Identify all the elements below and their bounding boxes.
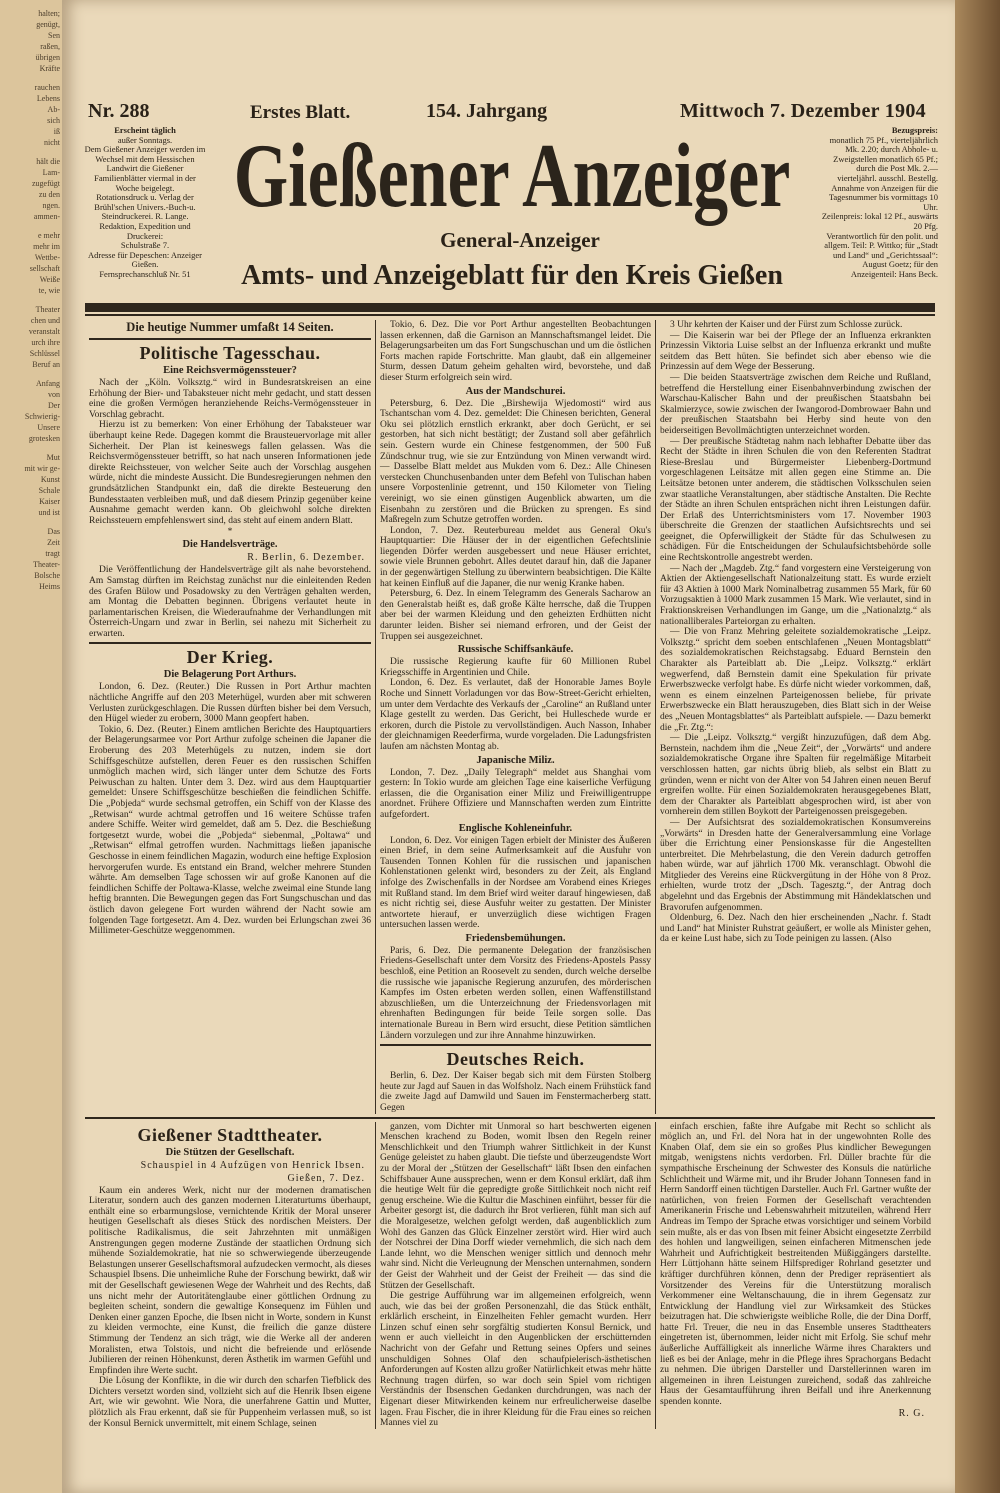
info-line: außer Sonntags. (117, 134, 173, 145)
adjacent-page-text: te, wie (38, 286, 60, 295)
article-paragraph: Die Lösung der Konflikte, in die wir durch den scharfen Tiefblick des Dichters versetzt worden sind, vollzieht sich auf die Henrik Ibsen eigene Art, wie wir gewohnt. Wie Nora, die unerfahrene Gattin und Mutter, plötzlich als Frau erkennt, daß sie für Puppenheim verlassen muß, so ist der Konsul Bernick unvermittelt, mit einem Schlage, seinen (89, 1376, 371, 1429)
bottom-section (85, 1122, 935, 1430)
article-paragraph: Berlin, 6. Dez. Der Kaiser begab sich mit dem Fürsten Stolberg heute zur Jagd auf Sauen in das Wolfsholz. Nach einem Frühstück fand die zweite Jagd auf Damwild und Sauen im Fenstermacherberg statt. Gegen (380, 1071, 651, 1113)
article-paragraph: London, 7. Dez. „Daily Telegraph“ meldet aus Shanghai vom gestern: In Tokio wurde am gleichen Tage eine kaiserliche Verfügung erlassen, die die Organisation einer Miliz und Freiwilligentruppe anordnet. Frühere Offiziere und Mannschaften werden zum Eintritte aufgefordert. (380, 767, 651, 820)
article-heading: Friedensbemühungen. (465, 932, 566, 944)
article-heading: Die Stützen der Gesellschaft. (165, 1146, 295, 1158)
adjacent-page-text: Der (48, 401, 60, 410)
article-heading: Englische Kohleneinfuhr. (458, 822, 573, 834)
adjacent-page-text: veranstalt (28, 327, 60, 336)
article-heading: Eine Reichsvermögenssteuer? (163, 365, 297, 376)
adjacent-page-text: rauchen (34, 83, 60, 92)
info-line: Verantwortlich für den polit. und allgem. Teil: P. Wittko; für „Stadt und Land“ und „Gerichtssaal“: August Goetz; für den Anzeigenteil: Hans Beck. (824, 230, 938, 279)
adjacent-page-text: ngen. (42, 201, 60, 210)
article-paragraph: — Die „Leipz. Volksztg.“ vergißt hinzuzufügen, daß dem Abg. Bernstein, nachdem ihm die „Neue Zeit“, der „Vorwärts“ und andere sozialdemokratische Organe ihre Spalten für regelmäßige Mitarbeit verschlossen hatten, gar nichts übrig blieb, als selbst ein Blatt zu gründen, wenn er nicht von der Alter von 54 Jahren einen neuen Beruf ergreifen wollte. Für einen Sozialdemokraten herausgegebenes Blatt, dem der Charakter als Parteiblatt abgesprochen wird, ist aber von vornherein dem stillen Boykott der Parteigenossen preisgegeben. (660, 733, 931, 818)
sheet-label: Erstes Blatt. (250, 102, 351, 123)
column-reich-news (655, 320, 935, 1114)
publisher-info-box (84, 126, 206, 280)
column-war-news (375, 320, 655, 1114)
article-paragraph: ganzen, vom Dichter mit Unmoral so hart beschwerten eigenen Menschen krachend zu Boden, womit Ibsen den Regeln reiner Menschlichkeit und den Triumph wahrer Sittlichkeit in der Kunst Genüge geleistet zu haben glaubt. Die tiefste und überzeugendste Wort zu der Moral der „Stützen der Gesellschaft“ läßt Ibsen den einfachen Schiffsbauer Aune aussprechen, wenn er dem Konsul erklärt, daß ihm die heutige Welt für die gepredigte große Sittlichkeit noch nicht reif genug erscheine. Wie die Kultur die Maschinen einführt, besser für die Arbeiter gesorgt ist, die dadurch ihr Brot verlieren, fühlt man sich auf die Moralgesetze, welchen gefolgt werden, daß augenblicklich zum Wohl des Ganzen das Glück Einzelner zerstört wird. Hier wird auch der Notschrei der Dina Dorff wieder vernehmlich, die sich nach dem Lande lehnt, wo die Menschen weniger sittlich und dennoch mehr wahr sind. Nicht die Verleugnung der Menschen unternahmen, sondern der Geist der Wahrheit und der Geist der Freiheit — das sind die Stützen der Gesellschaft. (380, 1121, 651, 1291)
article-paragraph: Kaum ein anderes Werk, nicht nur der modernen dramatischen Literatur, sondern auch des ganzen modernen Literaturtums überhaupt, enthält eine so erbarmungslose, vernichtende Kritik der Moral unserer heutigen Gesellschaft als dieses Stück des nordischen Meisters. Der politische Radikalismus, die seit Jahrzehnten mit unmäßigen Anstrengungen gegen moderne Zustände der staatlichen Ordnung sich mühende Sozialdemokratie, hat nie so schwerwiegende überzeugende Belastungen unserer Gesellschaftsmoral aufzudecken vermocht, als dieses Schauspiel Ibsens. Die unheimliche Ruhe der Forschung bewirkt, daß wir mit der Gesellschaft gewiesenen Wege der Wahrheit und des Rechts, daß uns nicht mehr der Autoritätenglaube einer göttlichen Ordnung zu begleiten scheint, sondern die gewaltige Konsequenz im Fühlen und Denken einer ganzen Epoche, die Ibsen nicht in Worte, sondern in Kunst zu kleiden vermochte, eine Kunst, die freilich die ganze düstere Stimmung der Tendenz an sich trägt, wie die Werke all der anderen Moralisten, etwa Tolstois, und nicht die befreiende und erlösende Jubilieren der reinen Höhenkunst, deren Ästhetik im warmen Gefühl und Empfinden ihre Werte sucht. (89, 1185, 371, 1376)
issue-number: Nr. 288 (88, 100, 150, 122)
article-paragraph: Petersburg, 6. Dez. In einem Telegramm des Generals Sacharow an den Generalstab heißt es, daß große Kälte herrsche, daß die Truppen aber bei der warmen Kleidung und den geheizten Erdhütten nicht darunter leiden. Bisher sei niemand erfroren, und der Geist der Truppen sei ausgezeichnet. (380, 589, 651, 642)
adjacent-page-text: e mehr (38, 231, 60, 240)
adjacent-page-text: Schale (38, 486, 60, 495)
adjacent-page-text: nicht (44, 138, 60, 147)
adjacent-page-text: Beruf an (32, 360, 60, 369)
article-paragraph: — Die von Franz Mehring geleitete sozialdemokratische „Leipz. Volksztg.“ spricht dem soeben entschlafenen „Neuen Montagsblatt“ des sozialdemokratischen Reichstagsabg. Eduard Bernstein den Charakter als Parteiblatt ab. Die „Leipz. Volksztg.“ erklärt wegwerfend, daß Bernstein damit eine Spekulation für private Erwerbszwecke verfolgt habe. Es dürfe nicht wieder vorkommen, daß, wenn es einem einzelnen Parteigenossen beliebe, für private Erwerbszwecke ein Blatt herauszugeben, dies Blatt sich in der Weise des „Neuen Montagsblattes“ als Parteiblatt aufspiele. — Dazu bemerkt die „Fr. Ztg.“: (660, 627, 931, 733)
adjacent-page-text: Sen (48, 31, 60, 40)
adjacent-page-text: Kaiser (39, 497, 60, 506)
column-theater-review-3 (655, 1122, 935, 1430)
article-paragraph: — Der preußische Städtetag nahm nach lebhafter Debatte über das Recht der Städte in ihren Schulen die von den Referenten Stadtrat Riese-Breslau und Bürgermeister Liebenberg-Dortmund vorgeschlagenen Leitsätze mit allen gegen eine Stimme an. Die Leitsätze betonen unter anderem, die städtischen Volksschulen seien zwar staatliche Veranstaltungen, aber städtische Anstalten. Die Rechte der Städte an ihren Schulen entsprächen nicht ihren Leistungen dafür. Der Erlaß des Unterrichtsministers vom 17. November 1903 überschreite die Grenzen der staatlichen Aufsichtsrechts und sei geeignet, die Opferwilligkeit der Städte für das Schulwesen zu schädigen. Für die Entscheidungen der Schulaufsichtsbehörde solle eine Rechtskontrolle angestrebt werden. (660, 436, 931, 564)
article-paragraph: — Der Aufsichtsrat des sozialdemokratischen Konsumvereins „Vorwärts“ in Dresden hatte der Generalversammlung eine Vorlage über die Errichtung einer Pensionskasse für die Angestellten unterbreitet. Die Mehrbelastung, die den Verein dadurch getroffen haben würde, war auf jährlich 1700 Mk. veranschlagt. Obwohl die Mitglieder des Vereins eine Rückvergütung in der Höhe von 8 Proz. erhielten, wurde trotz der „Dsch. Tagesztg.“, der Antrag doch abgelehnt und das Ergebnis der Abstimmung mit Händeklatschen und Bravorufen aufgenommen. (660, 817, 931, 913)
adjacent-page-text: mehr im (33, 242, 60, 251)
section-heading: Gießener Stadttheater. (137, 1124, 323, 1145)
rule (89, 338, 371, 340)
dateline: Schauspiel in 4 Aufzügen von Henrick Ibsen. (140, 1159, 365, 1171)
adjacent-page-text: ammen- (33, 212, 60, 221)
article-paragraph: Oldenburg, 6. Dez. Nach den hier erscheinenden „Nachr. f. Stadt und Land“ hat Minister Ruhstrat geäußert, er wolle als Minister gehen, da er keine Lust habe, sich zu Tode peinigen zu lassen. (Also (660, 913, 931, 945)
adjacent-page-text: urch ihre (31, 338, 60, 347)
dateline: Gießen, 7. Dez. (287, 1172, 365, 1184)
masthead-rule-thin (85, 314, 935, 316)
adjacent-page-text: Lam- (42, 168, 60, 177)
top-section (85, 320, 935, 1114)
adjacent-page-text: raßen, (40, 42, 60, 51)
adjacent-page-text: Heims (39, 582, 60, 591)
info-line: Dem Gießener Anzeiger werden im Wechsel mit dem Hessischen Landwirt die Gießener Familienblätter viermal in der Woche beigelegt. (84, 144, 206, 193)
rule (89, 642, 371, 644)
adjacent-page-text: iß (53, 127, 60, 136)
article-paragraph: Die Veröffentlichung der Handelsverträge gilt als nahe bevorstehend. Am Samstag dürften im Reichstag zunächst nur die einleitenden Reden des Grafen Bülow und Posadowsky zu den Verträgen gehalten werden, am Montag die Debatten beginnen. Übrigens verlautet heute in parlamentarischen Kreisen, die Wiederaufnahme der Verhandlungen mit Österreich-Ungarn und zwar in Berlin, sei nahezu mit Sicherheit zu erwarten. (89, 565, 371, 639)
article-paragraph: 3 Uhr kehrten der Kaiser und der Fürst zum Schlosse zurück. (670, 320, 903, 330)
section-heading: Der Krieg. (186, 647, 274, 668)
masthead-rule (85, 303, 935, 312)
adjacent-page-text: tragt (45, 549, 60, 558)
separator-star: * (227, 527, 233, 538)
masthead-subtitle: General-Anzeiger (440, 228, 600, 252)
info-line: Redaktion, Expedition und Druckerei: (99, 220, 191, 241)
page-edge (955, 0, 1000, 1493)
info-line: Rotationsdruck u. Verlag der Brühl'schen Univers.-Buch-u. Steindruckerei. R. Lange. (94, 192, 196, 222)
adjacent-page-text: Bolsche (34, 571, 60, 580)
adjacent-page-text: Mut (46, 453, 60, 462)
article-paragraph: Tokio, 6. Dez. (Reuter.) Einem amtlichen Berichte des Hauptquartiers der Belagerungsarmee vor Port Arthur zufolge scheinen die Japaner die Eroberung des 203 Meterhügels zu nutzen, indem sie dort Schiffsgeschütze aufstellen, deren Feuer es den russischen Schiffen unmöglich machen wird, sich länger unter dem Schutze des Forts Peiwuschan zu halten. Unter dem 3. Dez. wird aus dem Hauptquartier gemeldet: Unsere Schiffsgeschütze beschießen die feindlichen Schiffe. Die „Pobjeda“ wurde sechsmal getroffen, ein Schiff von der Klasse des „Retwisan“ wurde achtmal getroffen und 16 weitere Schüsse trafen andere Schiffe. Weiter wird gemeldet, daß am 5. Dez. die Beschießung fortgesetzt wurde, wobei die „Pobjeda“ siebenmal, „Poltawa“ und „Retwisan“ elfmal getroffen wurden. Nachmittags ließen japanische Geschosse in einem feindlichen Magazin, wodurch eine heftige Explosion hervorgerufen wurde. Es entstand ein Brand, welcher mehrere Stunden währte. Am demselben Tage schossen wir auf große Kanonen auf die feindlichen Schiffe der Poltawa-Klasse, welche zweimal eine Stunde lang heftig brannten. Die Bewegungen gegen das Fort Sungschuschan und das östlich davon gelegene Fort wurden während der Nacht sowie am folgenden Tage fortgesetzt. Am 4. Dez. wurden bei Erlungschan zwei 36 Millimeter-Geschütze weggenommen. (89, 724, 372, 937)
adjacent-page-text: Unsere (37, 423, 60, 432)
subscription-info-box (818, 126, 938, 280)
section-heading: Deutsches Reich. (446, 1049, 585, 1070)
adjacent-page-text: und ist (38, 508, 60, 517)
adjacent-page-text: hält die (36, 157, 60, 166)
article-paragraph: — Die beiden Staatsverträge zwischen dem Reiche und Rußland, betreffend die Herstellung einer Eisenbahnverbindung zwischen der Warschau-Kalischer Bahn und der preußischen Staatsbahn bei Skalmierzyce, sowie zwischen der Iwangorod-Dombrowaer Bahn und der preußischen Staatsbahn bei Herby sind heute von den beiderseitigen Bevollmächtigten unterzeichnet worden. (660, 372, 931, 436)
adjacent-page-text: Ab- (47, 105, 60, 114)
article-heading: Aus der Mandschurei. (465, 385, 566, 397)
article-paragraph: — Die Kaiserin war bei der Pflege der an Influenza erkrankten Prinzessin Viktoria Luise selbst an der Influenza erkrankt und mußte seitdem das Bett hüten. Sie befindet sich aber ebenso wie die Prinzessin auf dem Wege der Besserung. (660, 330, 931, 373)
adjacent-page-text: Theater- (33, 560, 60, 569)
article-paragraph: — Nach der „Magdeb. Ztg.“ fand vorgestern eine Versteigerung von Aktien der Aktiengesellschaft Nationalzeitung statt. Es wurde erzielt für 43 Aktien à 1000 Mark Nominalbetrag zusammen 55 Mark, für 60 Vorzugsaktien à 1000 Mark zusammen 15 Mark. Wie verlautet, sind in Fraktionskreisen Verhandlungen im Gange, um die „Nationalztg.“ als nationalliberales Parteiorgan zu erhalten. (660, 563, 931, 627)
info-line: Schulstraße 7. (120, 240, 170, 251)
info-line: Adresse für Depeschen: Anzeiger Gießen. (88, 249, 202, 270)
article-heading: Japanische Miliz. (476, 754, 555, 766)
page-body (85, 320, 935, 1429)
article-paragraph: Die russische Regierung kaufte für 60 Millionen Rubel Kriegsschiffe in Argentinien und Chile. (380, 657, 651, 678)
section-heading: Politische Tagesschau. (139, 343, 321, 363)
adjacent-page-text: chen und (30, 316, 60, 325)
article-paragraph: Die gestrige Aufführung war im allgemeinen erfolgreich, wenn auch, wie das bei der großen Personenzahl, die das Stück enthält, erklärlich erscheint, in Einzelheiten Fehler gemacht wurden. Herr Linzen schuf einen sehr sorgfältig studierten Konsul Bernick, und wenn er auch vielleicht in den Augenblicken der erschütternden Nachricht von der Gefahr und Rettung seines Opfers und seines unschuldigen Sohnes Olaf den schaufpielerisch-ästhetischen Anforderungen auf Kosten allzu großer Natürlichkeit etwas mehr hätte Rechnung tragen dürfen, so war doch sein Spiel vom richtigen Verständnis der Ibsenschen Gedanken durchdrungen, was nach der Eigenart dieser Mitwirkenden keinem nur erfreulicherweise daselbe lagen. Frau Fischer, die in ihrer Kleidung für die Frau eines so reichen Mannes viel zu (380, 1291, 651, 1429)
adjacent-page-text: Schlüssel (29, 349, 60, 358)
adjacent-page-text: Anfang (36, 379, 60, 388)
adjacent-page-text: zugefügt (32, 179, 60, 188)
adjacent-page-text: halten; (38, 9, 60, 18)
info-line: Fernsprechanschluß Nr. 51 (99, 268, 191, 279)
adjacent-page-text: Zeit (47, 538, 60, 547)
column-theater-review-2 (375, 1122, 655, 1430)
masthead-tagline: Amts- und Anzeigeblatt für den Kreis Gießen (241, 260, 783, 291)
adjacent-page-text: Kräfte (39, 64, 60, 73)
column-politics (85, 320, 375, 1114)
article-paragraph: Nach der „Köln. Volksztg.“ wird in Bundesratskreisen an eine Erhöhung der Bier- und Tabaksteuer nicht mehr gedacht, und statt dessen eine die großen Vermögen heranziehende Reichs-Vermögenssteuer in Vorschlag gebracht. (89, 378, 371, 420)
adjacent-page-text: übrigen (35, 53, 60, 62)
adjacent-page-text: Theater (35, 305, 60, 314)
adjacent-page-text: zu den (38, 190, 60, 199)
article-paragraph: London, 6. Dez. (Reuter.) Die Russen in Port Arthur machten nächtliche Angriffe auf den 203 Meterhügel, wurden aber mit schweren Verlusten zurückgeschlagen. Die Russen dürften bisher bei dem Versuch, den Hügel wieder zu erobern, 3000 Mann geopfert haben. (89, 682, 371, 725)
rule (380, 1044, 651, 1046)
dateline: R. G. (898, 1407, 925, 1419)
article-paragraph: London, 7. Dez. Reuterbureau meldet aus General Oku's Hauptquartier: Die Häuser der in der eigentlichen Gefechtslinie liegenden Dörfer werden ausgebessert und neue Häuser errichtet, sowie viele Brunnen gebohrt. Alles deutet darauf hin, daß die Japaner in der gegenwärtigen Stellung zu überwintern beabsichtigen. Die Kälte hat keinen Einfluß auf die Japaner, die nur wenig Kranke haben. (380, 525, 651, 589)
adjacent-page-text: grotesken (28, 434, 60, 443)
adjacent-page-text: sich (47, 116, 60, 125)
adjacent-page-text: mit wir ge- (24, 464, 60, 473)
article-paragraph: London, 6. Dez. Vor einigen Tagen erbielt der Minister des Äußeren einen Brief, in dem seine Aufmerksamkeit auf die Ausfuhr von Tausenden Tonnen Kohlen für die russischen und japanischen Kohlenstationen gelenkt wird, besonders zu der Zeit, als England infolge des Zwischenfalls in der Nordsee am Vorabend eines Krieges mit Rußland stand. Im dem Brief wird weiter darauf hingewiesen, daß es nicht richtig sei, diese Ausfuhr weiter zu gestatten. Der Minister antwortete hierauf, er unverzüglich diese wichtigen Fragen untersuchen lassen werde. (380, 835, 651, 931)
page-count-note: Die heutige Nummer umfaßt 14 Seiten. (126, 320, 334, 334)
info-line: Bezugspreis: (891, 125, 938, 135)
adjacent-page-text: sellschaft (29, 264, 60, 273)
info-line: Annahme von Anzeigen für die Tagesnummer bis vormittags 10 Uhr. (828, 182, 938, 212)
adjacent-page-text: Schwierig- (24, 412, 60, 421)
info-line: Erscheint täglich (114, 125, 176, 135)
column-theater-review-1 (85, 1122, 375, 1430)
article-paragraph: Tokio, 6. Dez. Die vor Port Arthur angestellten Beobachtungen lassen erkennen, daß die Garnison an Mannschaftsmangel leidet. Die Belagerungsarbeiten um das Fort Sungschuschan und um die östlichen Forts machen rapide Fortschritte. Man glaubt, daß ein allgemeiner Sturm, dessen Datum geheim gehalten wird, bevorstehe, und daß dieser Sturm erfolgreich sein wird. (380, 320, 651, 383)
article-heading: Russische Schiffsankäufe. (457, 644, 574, 656)
adjacent-page-text: Weiße (39, 275, 60, 284)
adjacent-page-text: Kunst (40, 475, 60, 484)
article-paragraph: einfach erschien, faßte ihre Aufgabe mit Recht so schlicht als möglich an, und Frl. del Nora hat in der ungewohnten Rolle des Knaben Olaf, dem sie ein so großes Plus kindlicher Bewegungen mitgab, wenigstens nichts verdorben. Frl. Düller brachte für die sympathische Erscheinung der Schwester des Konsuls die natürliche Schlichtheit und Wärme mit, und ihr Bruder Johann Tonnesen fand in Herrn Sandorff einen tüchtigen Darsteller. Auch Frl. Gartner wußte der natürlichen, von freien Formen der Gesellschaft verachtenden Amerikanerin Frische und Lebenswahrheit mitzuteilen, während Herr Andreas im Tempo der Sprache etwas vorsichtiger und seinem Vorbild sein mußte, als er das von Ibsen mit feiner Absicht eingesetzte Zerrbild des hohlen und langweiligen, seinen einfacheren Mitmenschen jede Wahrheit und Aufrichtigkeit bestreitenden Müßiggängers darstellte. Herr Lüttjohann hätte seinem Hilfsprediger Rohrland gesetzter und kräftiger durchführen können, denn der Prediger repräsentiert als Vorsitzender des Vereins für die Unterstützung moralisch Verkommener eine Weltanschauung, die in ihrem Gegensatz zur Entwicklung der Handlung viel zur Wirksamkeit des Stückes beizutragen hat. Die schwierigste weibliche Rolle, die der Dina Dorff, hatte Frl. Treuer, die neu in das Ensemble unseres Stadttheaters eingetreten ist, übernommen, leider nicht mit Erfolg. Sie schuf mehr äußerliche Auffälligkeit als innerliche Wärme ihres Charakters und ließ es bei der Anlage, mehr in die Pflege ihres Sprachorgans Bedacht zu nehmen. Die übrigen Darsteller und Darstellerinnen waren im allgemeinen in ihren Leistungen zureichend, sodaß das zahlreiche Haus der Gesamtaufführung ihren Beifall und ihre Anerkennung spenden konnte. (660, 1121, 931, 1408)
article-heading: Die Belagerung Port Arthurs. (163, 669, 297, 681)
adjacent-page-text: Das (47, 527, 60, 536)
info-line: Zeilenpreis: lokal 12 Pf., auswärts 20 Pfg. (821, 211, 938, 231)
article-paragraph: Hierzu ist zu bemerken: Von einer Erhöhung der Tabaksteuer war überhaupt keine Rede. Dagegen kommt die Brausteuervorlage mit aller Sicherheit. Der Plan ist keineswegs fallen gelassen. Was die Reichsvermögenssteuer betrifft, so hat nach unseren Informationen jede direkte Reichssteuer, von welcher Seite auch der Vorschlag ausgehen würde, nicht die mindeste Aussicht. Die Bundesregierungen nehmen den grundsätzlichen Standpunkt ein, daß die direkte Besteuerung den Bundesstaaten verbleiben muß, und daß diesem Prinzip gegenüber keine Ausnahme gemacht werden kann. Ob gleichwohl solche direkten Reichssteuern empfehlenswert sind, das steht auf einem andern Blatt. (89, 420, 371, 526)
dateline: R. Berlin, 6. Dezember. (247, 552, 365, 564)
info-line: monatlich 75 Pf., vierteljährlich Mk. 2.20; durch Abhole- u. Zweigstellen monatlich 65 Pf.; durch die Post Mk. 2.— vierteljährl. ausschl. Bestellg. (829, 134, 938, 183)
article-paragraph: Petersburg, 6. Dez. Die „Birshewija Wjedomosti“ wird aus Tschantschan vom 4. Dez. gemeldet: Die Chinesen berichten, General Oku sei plötzlich ernstlich erkrankt, aber doch Gerücht, er sei gestorben, hat sich nicht bestätigt; der Zustand soll aber gefährlich sein. Gestern wurde ein Chinese festgenommen, der 500 Fuß Zündschnur trug, wie sie zur Entzündung von Minen verwandt wird. — Dasselbe Blatt meldet aus Mukden vom 6. Dez.: Alle Chinesen verstecken Chunchusenbanden unter dem Befehl von Tulischan haben unsere Vorpostenlinie getrennt, und 150 Kilometer von Tieling vereinigt, wo sie einen günstigen Augenblick abwarten, um die Eisenbahn zu zerstören und die Brücken zu sprengen. Es sind Maßregeln zum Schutze getroffen worden. (380, 398, 651, 526)
adjacent-page-text: Wettbe- (34, 253, 60, 262)
adjacent-page-text: genügt, (36, 20, 60, 29)
volume-label: 154. Jahrgang (426, 100, 548, 122)
adjacent-page-text: Lebens (36, 94, 60, 103)
adjacent-page-text: von (48, 390, 60, 399)
article-paragraph: London, 6. Dez. Es verlautet, daß der Honorable James Boyle Roche und Sinnett Vorladungen vor das Bow-Street-Gericht erhielten, um unter dem Verdachte des Verkaufs der „Caroline“ an Rußland unter Klage gestellt zu werden. Das Gericht, bei Hulleschede wurde er erkoren, durch die Pistole zu vervollständigen. Auch Nasson, Inhaber der gleichnamigen Reederfirma, wurde vorgeladen. Die Ladungsfristen laufen am nächsten Montag ab. (380, 678, 652, 752)
section-divider (85, 1117, 935, 1119)
adjacent-page-strip (0, 0, 62, 1493)
article-heading: Die Handelsverträge. (182, 539, 278, 551)
article-paragraph: Paris, 6. Dez. Die permanente Delegation der französischen Friedens-Gesellschaft unter dem Vorsitz des Friedens-Apostels Passy beschloß, eine Petition an Roosevelt zu senden, durch welche derselbe die russische wie japanische Regierung anzurufen, des mörderischen Kampfes im Osten erbeten werden sollen, einen Waffenstillstand abzuschließen, um die Unterzeichnung der Friedensvorlagen mit ehrenhaften Bedingungen für beide Teile sorgen solle. Das internationale Bureau in Bern wird ersucht, diese Petition sämtlichen Ländern vorzulegen und zur ihre Annahme hinzuwirken. (380, 945, 651, 1041)
masthead-title: Gießener Anzeiger (233, 126, 791, 227)
issue-date: Mittwoch 7. Dezember 1904 (680, 100, 926, 122)
